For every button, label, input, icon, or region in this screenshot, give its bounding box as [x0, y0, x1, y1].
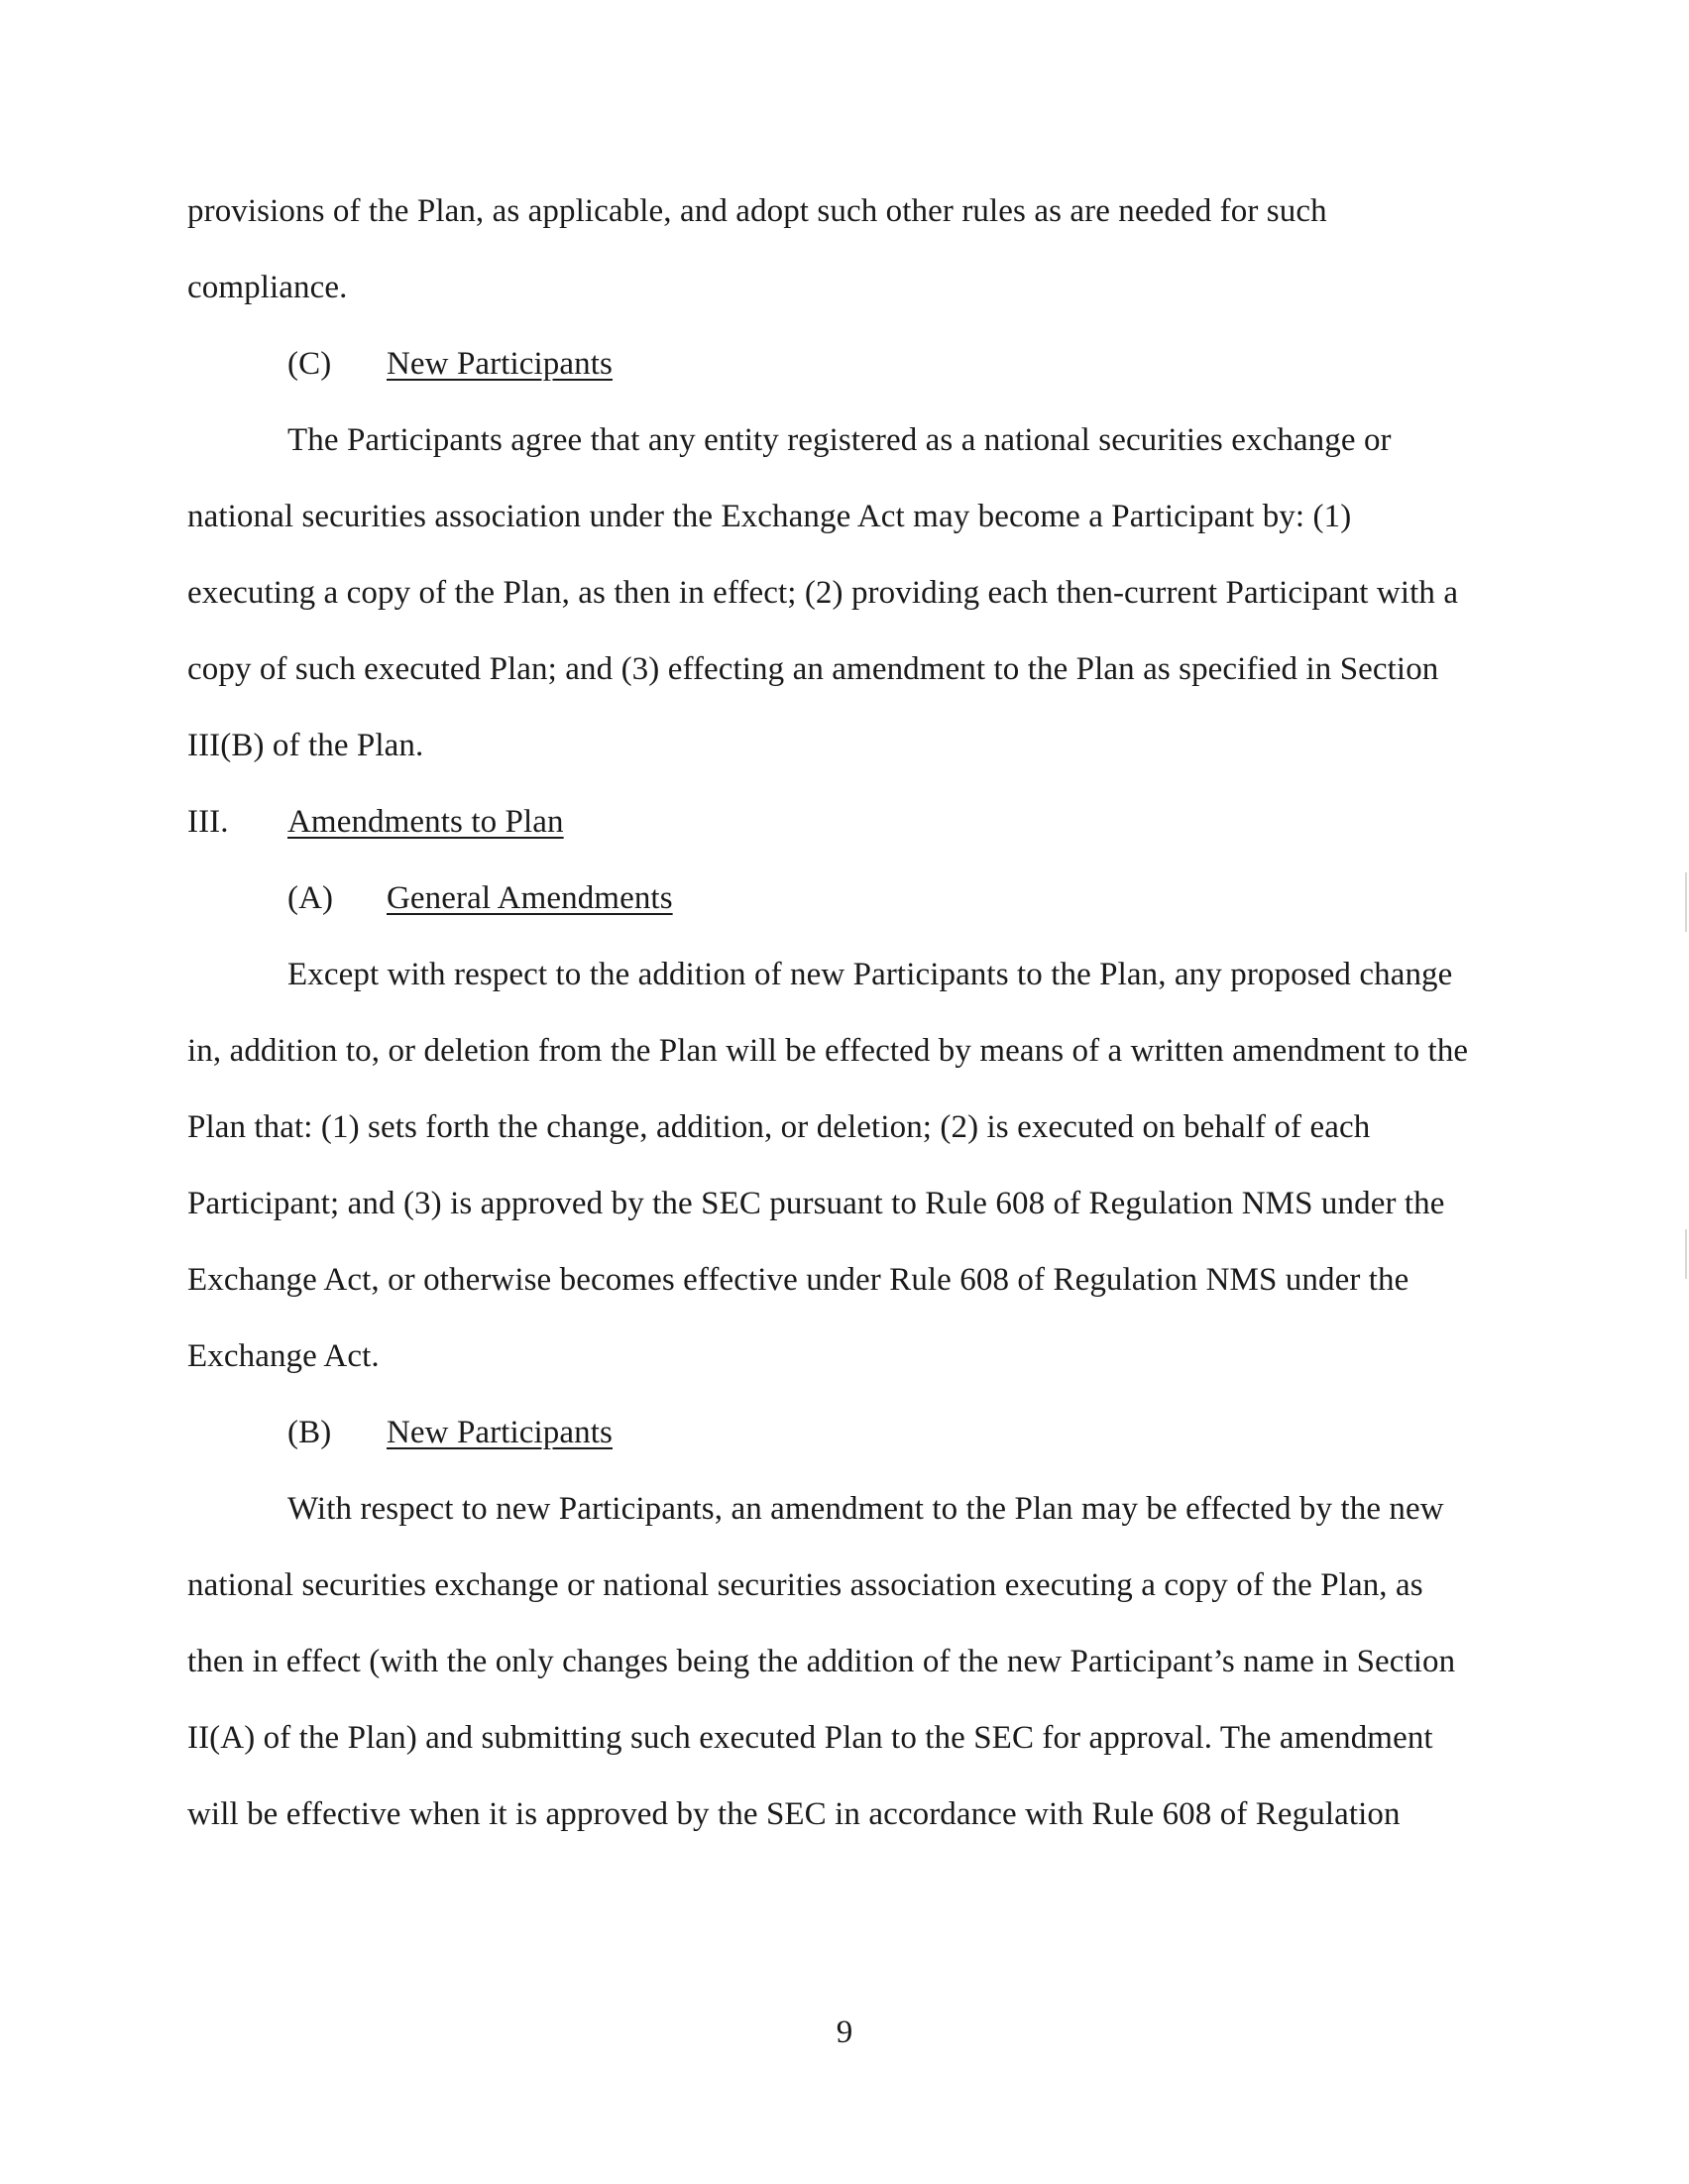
body-text-line: executing a copy of the Plan, as then in effect; (2) providing each then-current Participant with a: [187, 575, 1459, 611]
article-heading: [187, 802, 564, 842]
body-text-line: Exchange Act.: [187, 1338, 380, 1374]
body-text-line: Exchange Act, or otherwise becomes effective under Rule 608 of Regulation NMS under the: [187, 1262, 1409, 1298]
body-text-line: national securities association under the Exchange Act may become a Participant by: (1): [187, 499, 1352, 534]
section-marker: (B): [287, 1415, 332, 1450]
body-text-line: Except with respect to the addition of new Participants to the Plan, any proposed change: [287, 957, 1453, 992]
section-title: New Participants: [387, 346, 613, 382]
body-text-line: in, addition to, or deletion from the Plan will be effected by means of a written amendment to the: [187, 1033, 1469, 1069]
article-title: Amendments to Plan: [287, 804, 564, 840]
body-text-line: Plan that: (1) sets forth the change, addition, or deletion; (2) is executed on behalf of each: [187, 1109, 1371, 1145]
body-text-line: Participant; and (3) is approved by the SEC pursuant to Rule 608 of Regulation NMS under the: [187, 1186, 1445, 1221]
scan-edge-mark: [1685, 872, 1687, 932]
body-text-line: II(A) of the Plan) and submitting such executed Plan to the SEC for approval. The amendment: [187, 1720, 1433, 1756]
body-text-line: then in effect (with the only changes being the addition of the new Participant’s name in Section: [187, 1644, 1456, 1679]
body-text-line: copy of such executed Plan; and (3) effecting an amendment to the Plan as specified in Section: [187, 651, 1439, 687]
body-text-line: With respect to new Participants, an amendment to the Plan may be effected by the new: [287, 1491, 1444, 1527]
body-text-line: The Participants agree that any entity registered as a national securities exchange or: [287, 422, 1392, 458]
section-b-heading: [287, 1413, 613, 1452]
section-title: New Participants: [387, 1415, 613, 1450]
body-text-line: will be effective when it is approved by the SEC in accordance with Rule 608 of Regulation: [187, 1796, 1401, 1832]
section-marker: (A): [287, 880, 334, 916]
section-marker: (C): [287, 346, 332, 382]
scan-edge-mark: [1685, 1229, 1687, 1279]
section-c-heading: [287, 344, 613, 384]
article-marker: III.: [187, 804, 229, 840]
body-text-line: provisions of the Plan, as applicable, and adopt such other rules as are needed for such: [187, 193, 1327, 229]
body-text-line: compliance.: [187, 270, 348, 305]
body-text-line: III(B) of the Plan.: [187, 728, 424, 763]
body-text-line: national securities exchange or national securities association executing a copy of the Plan, as: [187, 1567, 1423, 1603]
page-number: 9: [836, 2014, 853, 2050]
section-a-heading: [287, 878, 673, 918]
section-title: General Amendments: [387, 880, 673, 916]
